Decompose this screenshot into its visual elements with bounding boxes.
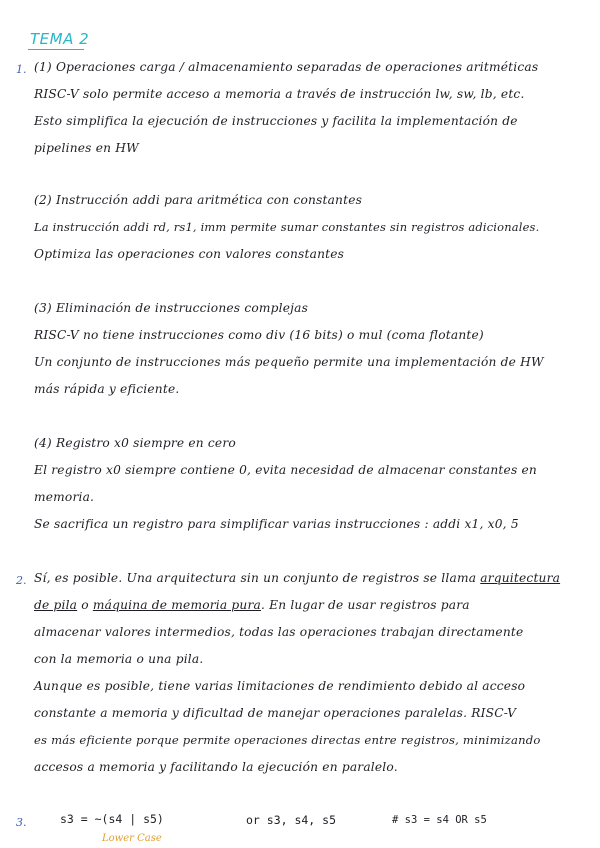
q1-p4-line1: (4) Registro x0 siempre en cero <box>34 436 236 450</box>
q1-p1-line1: (1) Operaciones carga / almacenamiento separadas de operaciones aritméticas <box>34 60 539 74</box>
q1-p4-line2: El registro x0 siempre contiene 0, evita necesidad de almacenar constantes en <box>34 463 537 477</box>
q1-p1-line4: pipelines en HW <box>34 141 139 155</box>
q2-line5: Aunque es posible, tiene varias limitaciones de rendimiento debido al acceso <box>34 679 526 693</box>
q2-term-maquina-memoria-pura: máquina de memoria pura <box>92 598 261 612</box>
q3-comment: # s3 = s4 OR s5 <box>392 814 487 826</box>
q2-line1 <box>34 571 560 585</box>
title-underline <box>28 49 84 50</box>
q1-p3-line4: más rápida y eficiente. <box>34 382 180 396</box>
q2-number: 2. <box>16 574 27 587</box>
q2-line2-or: o <box>77 598 93 612</box>
q1-p3-line1: (3) Eliminación de instrucciones complejas <box>34 301 309 315</box>
q2-line1-text: Sí, es posible. Una arquitectura sin un conjunto de registros se llama <box>34 571 481 585</box>
q2-line7: es más eficiente porque permite operaciones directas entre registros, minimizando <box>34 733 541 747</box>
q1-p2-line3: Optimiza las operaciones con valores constantes <box>34 247 345 261</box>
q2-line8: accesos a memoria y facilitando la ejecución en paralelo. <box>34 760 398 774</box>
q1-number: 1. <box>16 63 27 76</box>
q2-term-arquitectura: arquitectura <box>480 571 561 585</box>
q1-p3-line2: RISC-V no tiene instrucciones como div (16 bits) o mul (coma flotante) <box>34 328 484 342</box>
q1-p3-line3: Un conjunto de instrucciones más pequeño permite una implementación de HW <box>34 355 544 369</box>
q2-line4: con la memoria o una pila. <box>34 652 204 666</box>
q3-note: Lower Case <box>102 833 162 844</box>
q1-p1-line3: Esto simplifica la ejecución de instrucciones y facilita la implementación de <box>34 114 518 128</box>
q2-line2-rest: . En lugar de usar registros para <box>260 598 470 612</box>
q2-line3: almacenar valores intermedios, todas las operaciones trabajan directamente <box>34 625 524 639</box>
q2-line2 <box>34 598 470 612</box>
q2-line6: constante a memoria y dificultad de manejar operaciones paralelas. RISC-V <box>34 706 517 720</box>
q1-p1-line2: RISC-V solo permite acceso a memoria a través de instrucción lw, sw, lb, etc. <box>34 87 525 101</box>
q3-instruction: or s3, s4, s5 <box>246 813 337 827</box>
q2-term-de-pila: de pila <box>34 598 78 612</box>
q3-number: 3. <box>16 816 27 829</box>
q1-p4-line3: memoria. <box>34 490 95 504</box>
q1-p2-line1: (2) Instrucción addi para aritmética con constantes <box>34 193 363 207</box>
q1-p2-line2: La instrucción addi rd, rs1, imm permite sumar constantes sin registros adicionales. <box>34 220 540 234</box>
page-title: TEMA 2 <box>30 30 90 48</box>
q3-expression: s3 = ~(s4 | s5) <box>60 812 164 826</box>
q1-p4-line4: Se sacrifica un registro para simplificar varias instrucciones : addi x1, x0, 5 <box>34 517 519 531</box>
